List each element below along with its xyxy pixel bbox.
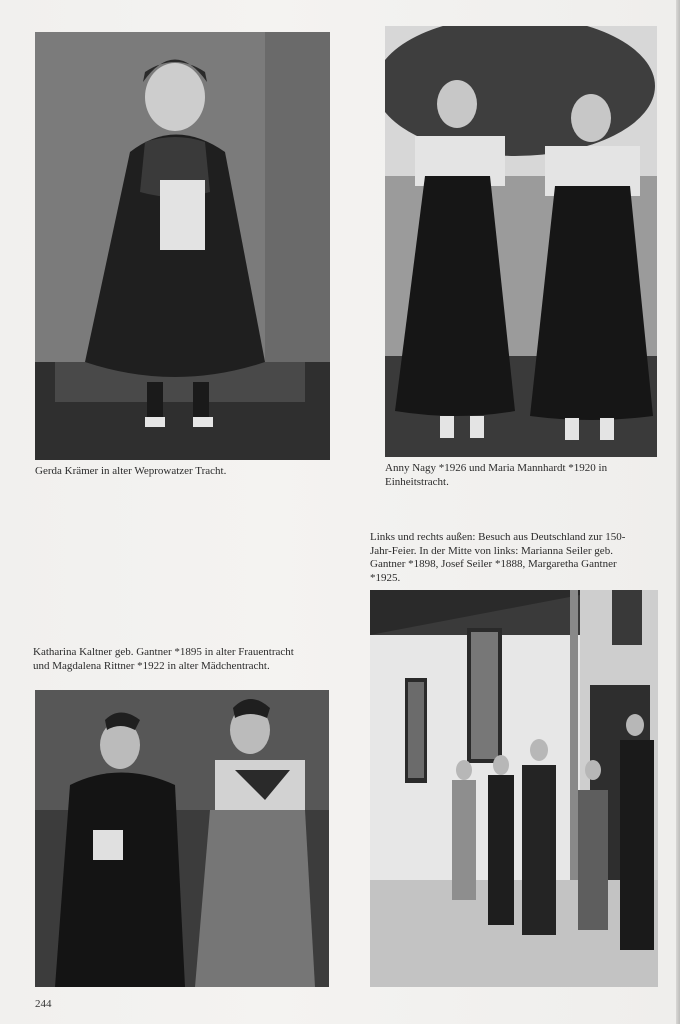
book-spine-edge — [676, 0, 680, 1024]
photo-4-image — [370, 590, 658, 987]
photo-3-image — [35, 690, 329, 987]
photo-1-image — [35, 32, 330, 460]
caption-photo-2: Anny Nagy *1926 und Maria Mannhardt *1920 in Einheitstracht. — [385, 462, 608, 488]
photo-group-house — [370, 590, 658, 987]
caption-photo-1: Gerda Krämer in alter Weprowatzer Tracht. — [35, 465, 227, 477]
caption-photo-4: Links und rechts außen: Besuch aus Deutschland zur 150-Jahr-Feier. In der Mitte von links: Marianna Seiler geb. Gantner *1898, Josef Seiler *1888, Margaretha Gantner *1925. — [370, 531, 626, 584]
caption-photo-3: Katharina Kaltner geb. Gantner *1895 in alter Frauentracht und Magdalena Rittner *1922 in alter Mädchentracht. — [33, 646, 294, 672]
photo-2-image — [385, 26, 657, 457]
photo-two-women-costume — [35, 690, 329, 987]
photo-two-young-women — [385, 26, 657, 457]
page-number: 244 — [35, 998, 52, 1010]
photo-girl-old-costume — [35, 32, 330, 460]
